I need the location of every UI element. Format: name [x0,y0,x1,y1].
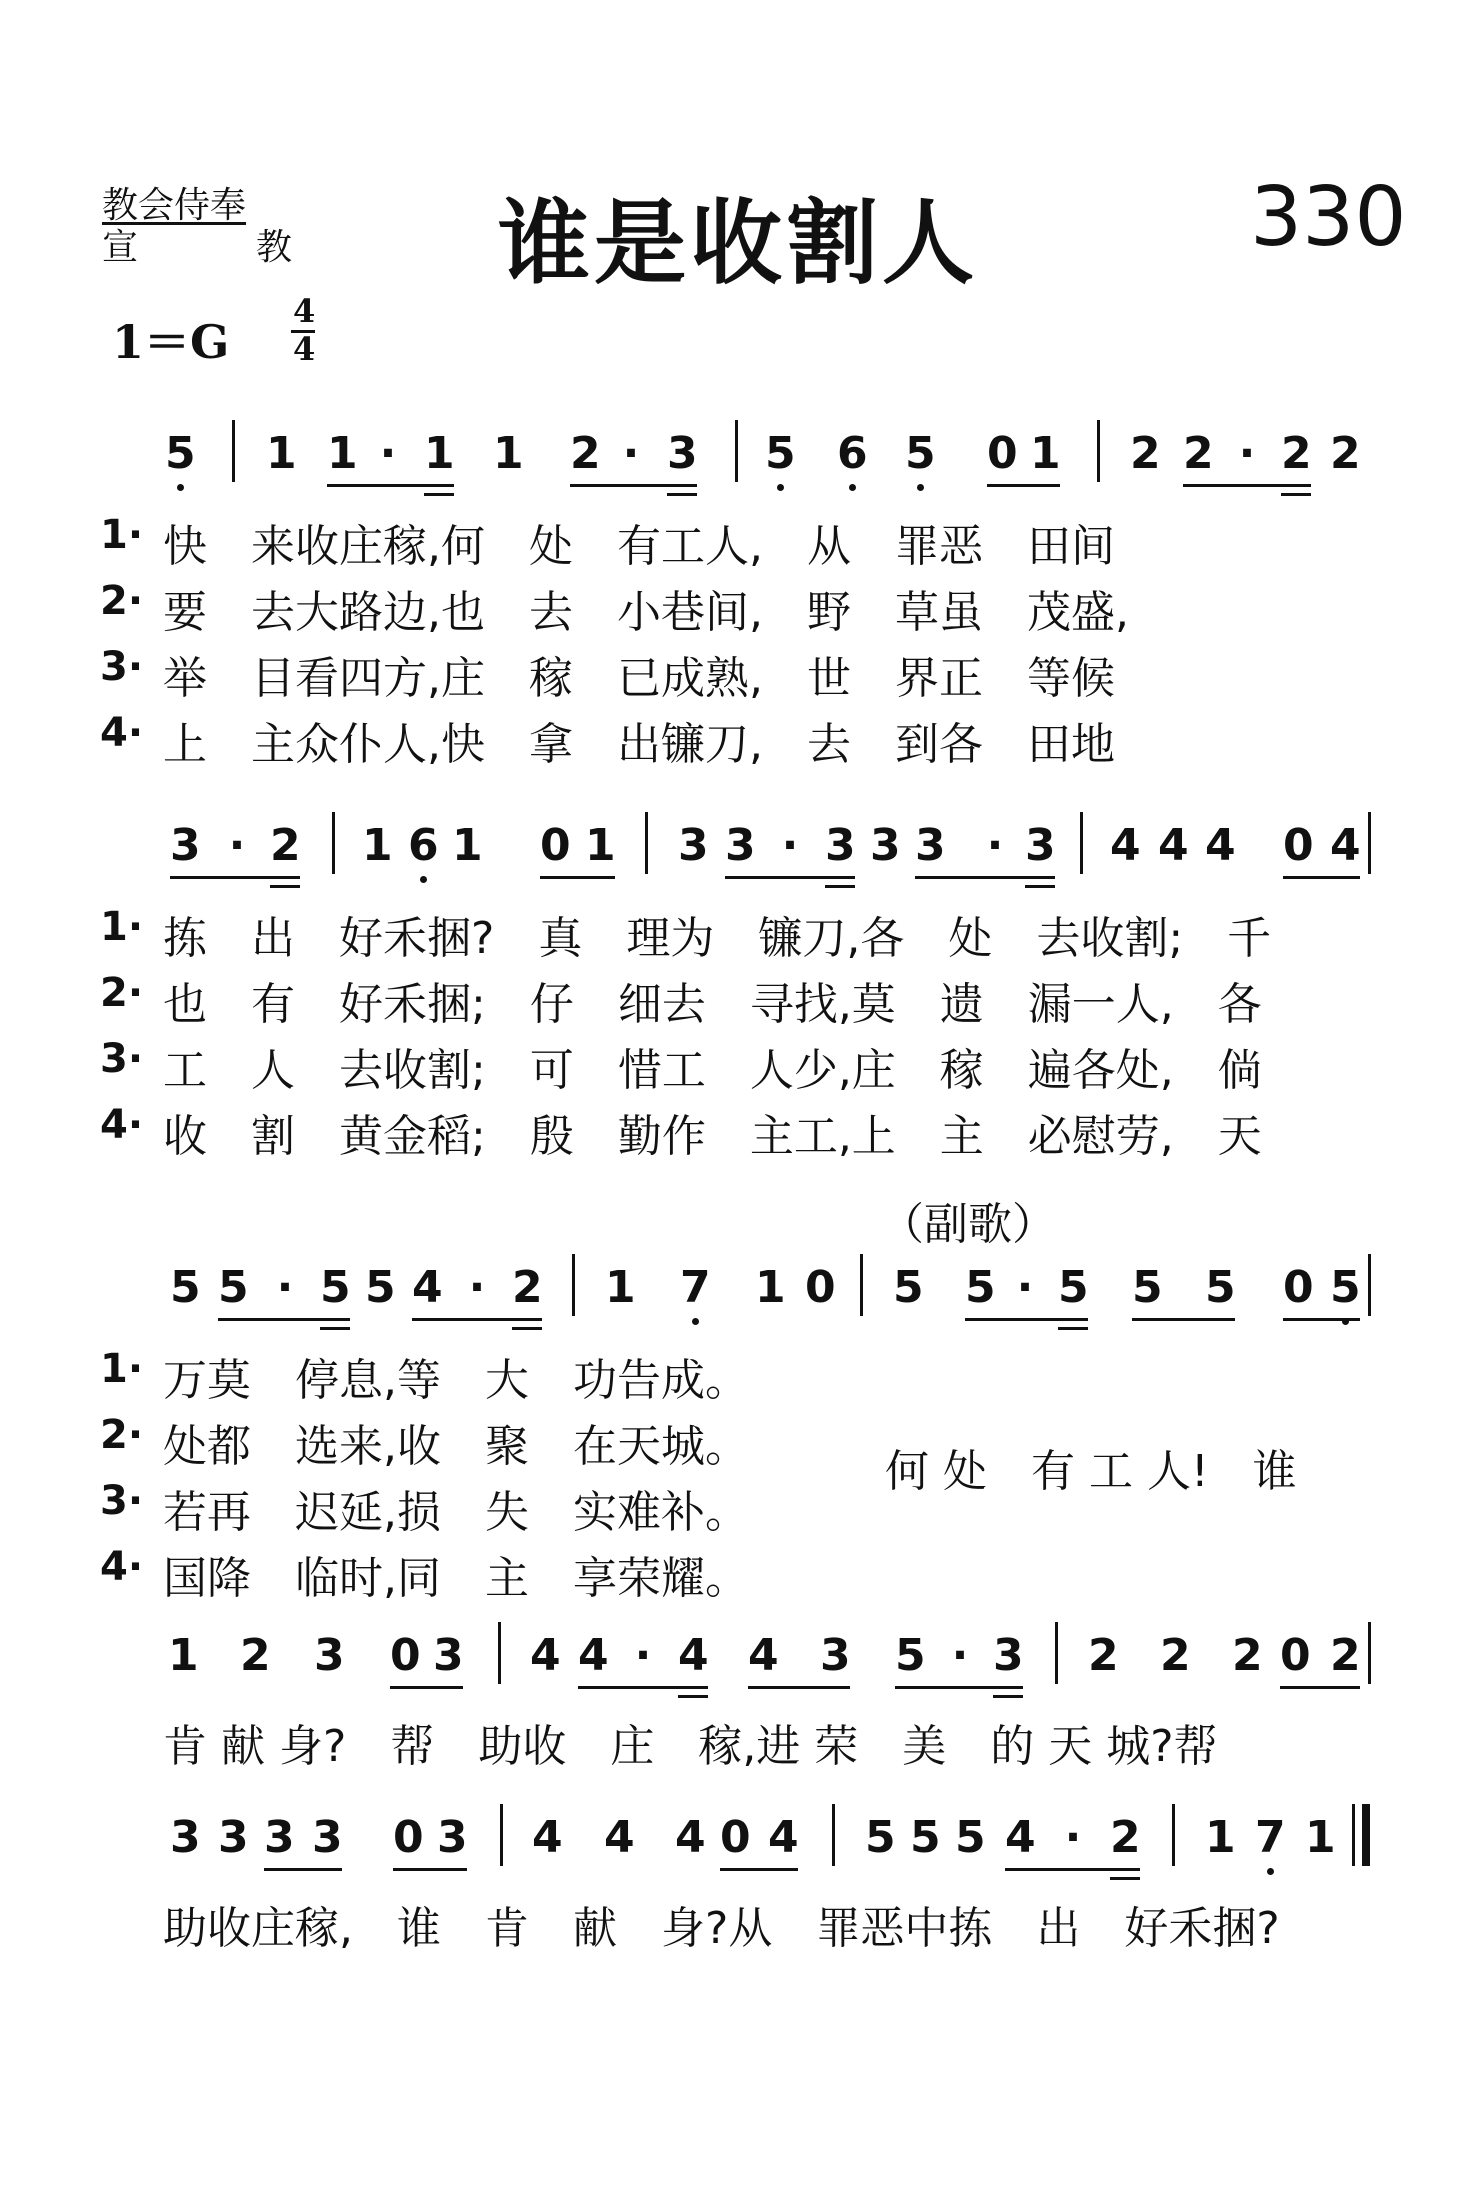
note: 5 [865,1812,896,1863]
note: 3 [312,1812,343,1863]
low-octave-dot [777,484,784,491]
note: 3 [264,1812,295,1863]
lyric-line: 举 目看四方,庄 稼 已成熟, 世 界正 等候 [163,653,1115,704]
lyric-line: 收 割 黄金稻; 殷 勤作 主工,上 主 必慰劳, 天 [163,1111,1262,1162]
verse-number: 2· [100,578,144,624]
note: 5 [1205,1262,1236,1313]
verse-number: 1· [100,1346,144,1392]
note: 4 [532,1812,563,1863]
low-octave-dot [177,484,184,491]
dot-mark: · [379,428,397,479]
bar-line [332,812,335,874]
note: 0 [1283,1262,1314,1313]
note: 6 [408,820,439,871]
note: 2 [240,1630,271,1681]
note: 3 [993,1630,1024,1681]
underline [1005,1868,1140,1871]
bar-line [498,1622,501,1684]
note: 5 [1058,1262,1089,1313]
chorus-lyric-line: 何 处 有 工 人! 谁 [885,1446,1297,1497]
underline [678,1695,708,1698]
time-signature-top: 4 [293,292,316,330]
note: 1 [452,820,483,871]
note: 3 [667,428,698,479]
lyric-line: 快 来收庄稼,何 处 有工人, 从 罪恶 田间 [163,521,1115,572]
note: 4 [768,1812,799,1863]
lyric-line: 要 去大路边,也 去 小巷间, 野 草虽 茂盛, [163,587,1129,638]
note: 3 [433,1630,464,1681]
note: 5 [955,1812,986,1863]
note: 5 [1330,1262,1361,1313]
key-signature: 1＝G [112,315,230,369]
dot-mark: · [781,820,799,871]
subcategory-label-2: 教 [256,227,293,268]
note: 5 [365,1262,396,1313]
final-bar-thick [1362,1804,1370,1866]
verse-number: 4· [100,710,144,756]
lyric-line: 处都 选来,收 聚 在天城。 [163,1421,749,1472]
bar-line [572,1254,575,1316]
note: 0 [1283,820,1314,871]
note: 2 [1160,1630,1191,1681]
note: 3 [314,1630,345,1681]
note: 4 [1005,1812,1036,1863]
note: 0 [393,1812,424,1863]
dot-mark: · [986,820,1004,871]
underline [667,493,697,496]
dot-mark: · [622,428,640,479]
note: 1 [755,1262,786,1313]
underline [993,1695,1023,1698]
category-label: 教会侍奉 [102,185,247,226]
underline [424,493,454,496]
bar-line [645,812,648,874]
verse-number: 4· [100,1544,144,1590]
verse-number: 4· [100,1102,144,1148]
bar-line [1368,1622,1371,1684]
note: 3 [170,820,201,871]
note: 5 [905,428,936,479]
low-octave-dot [692,1318,699,1325]
underline [1281,493,1311,496]
dot-mark: · [634,1630,652,1681]
note: 7 [1255,1812,1286,1863]
note: 2 [1281,428,1312,479]
lyric-line: 拣 出 好禾捆? 真 理为 镰刀,各 处 去收割; 千 [163,913,1272,964]
note: 1 [493,428,524,479]
low-octave-dot [1267,1868,1274,1875]
verse-number: 1· [100,904,144,950]
lyric-line: 也 有 好禾捆; 仔 细去 寻找,莫 遗 漏一人, 各 [163,979,1262,1030]
note: 4 [1205,820,1236,871]
verse-number: 1· [100,512,144,558]
note: 2 [1183,428,1214,479]
final-bar-thin [1352,1804,1355,1866]
dot-mark: · [228,820,246,871]
note: 1 [585,820,616,871]
bar-line [1368,1254,1371,1316]
lyric-line: 上 主众仆人,快 拿 出镰刀, 去 到各 田地 [163,719,1115,770]
note: 3 [915,820,946,871]
note: 1 [1030,428,1061,479]
underline [578,1686,708,1689]
hymn-number: 330 [1250,170,1407,265]
underline [1183,484,1311,487]
underline [965,1318,1088,1321]
low-octave-dot [849,484,856,491]
note: 0 [720,1812,751,1863]
bar-line [860,1254,863,1316]
note: 3 [218,1812,249,1863]
note: 4 [1330,820,1361,871]
note: 5 [165,428,196,479]
note: 3 [1025,820,1056,871]
note: 1 [1305,1812,1336,1863]
underline [570,484,697,487]
note: 3 [725,820,756,871]
dot-mark: · [1064,1812,1082,1863]
note: 3 [825,820,856,871]
note: 4 [675,1812,706,1863]
note: 2 [1330,428,1361,479]
bar-line [1097,420,1100,482]
note: 3 [870,820,901,871]
underline [825,885,855,888]
underline [915,876,1055,879]
underline [725,876,855,879]
note: 4 [412,1262,443,1313]
note: 1 [424,428,455,479]
note: 0 [390,1630,421,1681]
bar-line [1055,1622,1058,1684]
dot-mark: · [1238,428,1256,479]
underline [1058,1327,1088,1330]
chorus-label: （副歌） [880,1199,1056,1250]
bar-line [832,1804,835,1866]
verse-number: 3· [100,1036,144,1082]
note: 6 [837,428,868,479]
underline [1110,1877,1140,1880]
note: 5 [1132,1262,1163,1313]
underline [540,876,615,879]
note: 1 [1205,1812,1236,1863]
note: 1 [605,1262,636,1313]
note: 3 [170,1812,201,1863]
note: 1 [327,428,358,479]
note: 1 [362,820,393,871]
note: 5 [965,1262,996,1313]
note: 5 [320,1262,351,1313]
note: 0 [805,1262,836,1313]
underline [1283,876,1360,879]
note: 0 [540,820,571,871]
note: 1 [168,1630,199,1681]
underline [1283,1318,1360,1321]
note: 5 [765,428,796,479]
hymn-title: 谁是收割人 [497,190,978,297]
note: 5 [910,1812,941,1863]
dot-mark: · [1016,1262,1034,1313]
note: 1 [266,428,297,479]
underline [1132,1318,1235,1321]
underline [264,1868,342,1871]
underline [320,1327,350,1330]
note: 5 [218,1262,249,1313]
note: 2 [1232,1630,1263,1681]
dot-mark: · [276,1262,294,1313]
bar-line [1172,1804,1175,1866]
underline [512,1327,542,1330]
note: 5 [170,1262,201,1313]
note: 2 [1130,428,1161,479]
note: 5 [893,1262,924,1313]
note: 3 [820,1630,851,1681]
note: 0 [1280,1630,1311,1681]
dot-mark: · [468,1262,486,1313]
subcategory-label: 宣 [102,227,139,268]
underline [390,1686,463,1689]
verse-number: 3· [100,644,144,690]
lyric-line: 若再 迟延,损 失 实难补。 [163,1487,749,1538]
underline [393,1868,467,1871]
bar-line [1080,812,1083,874]
bar-line [232,420,235,482]
underline [720,1868,798,1871]
note: 4 [678,1630,709,1681]
note: 3 [678,820,709,871]
underline [327,484,454,487]
note: 4 [530,1630,561,1681]
verse-number: 2· [100,1412,144,1458]
lyric-line: 肯 献 身? 帮 助收 庄 稼,进 荣 美 的 天 城?帮 [163,1721,1218,1772]
note: 4 [1158,820,1189,871]
lyric-line: 万莫 停息,等 大 功告成。 [163,1355,749,1406]
note: 5 [895,1630,926,1681]
note: 2 [570,428,601,479]
lyric-line: 助收庄稼, 谁 肯 献 身?从 罪恶中拣 出 好禾捆? [163,1903,1280,1954]
bar-line [1368,812,1371,874]
underline [218,1318,350,1321]
dot-mark: · [951,1630,969,1681]
note: 4 [1110,820,1141,871]
note: 2 [270,820,301,871]
time-signature-bottom: 4 [293,330,316,368]
lyric-line: 工 人 去收割; 可 惜工 人少,庄 稼 遍各处, 倘 [163,1045,1262,1096]
low-octave-dot [420,876,427,883]
bar-line [500,1804,503,1866]
underline [987,484,1060,487]
underline [170,876,300,879]
note: 4 [578,1630,609,1681]
underline [1280,1686,1360,1689]
underline [748,1686,850,1689]
note: 2 [1088,1630,1119,1681]
underline [1025,885,1055,888]
verse-number: 3· [100,1478,144,1524]
underline [895,1686,1023,1689]
note: 2 [512,1262,543,1313]
note: 4 [604,1812,635,1863]
underline [412,1318,542,1321]
bar-line [735,420,738,482]
note: 2 [1330,1630,1361,1681]
note: 2 [1110,1812,1141,1863]
underline [270,885,300,888]
note: 0 [987,428,1018,479]
verse-number: 2· [100,970,144,1016]
note: 7 [680,1262,711,1313]
note: 4 [748,1630,779,1681]
lyric-line: 国降 临时,同 主 享荣耀。 [163,1553,749,1604]
note: 3 [437,1812,468,1863]
low-octave-dot [917,484,924,491]
